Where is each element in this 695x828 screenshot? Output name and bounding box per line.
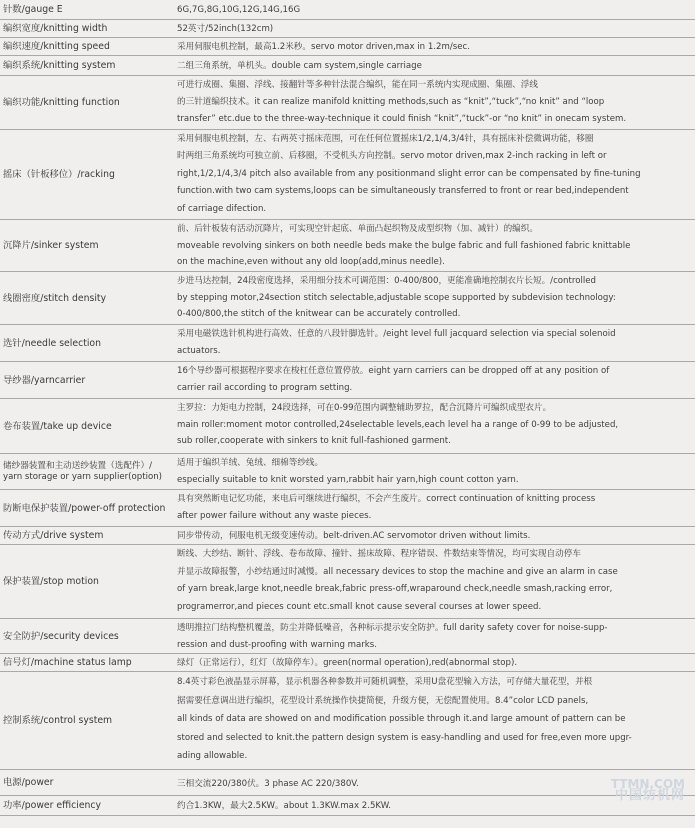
spec-value: 前、后针板装有活动沉降片，可实现空针起底、单面凸起织物及成型织物（加、减针）的编织。 moveable revolving sinkers on both needle beds make the bulge fabric and full fashioned fabric knittable on the machine,even without any old loop(add,minus needle). [177, 224, 631, 268]
spec-row-take-up-device [0, 399, 695, 454]
spec-value: 断线、大纱结、断针、浮线、卷布故障、撞针、摇床故障、程序错误、件数结束等情况，均可实现自动停车 并显示故障报警，小纱结通过时减慢。all necessary devices to stop the machine and give an alarm in case of yarn break,large knot,needle break,fabric press-off,wraparound check,needle smash,racking error, programerror,and pieces count etc.small knot cause several courses at lower speed. [177, 549, 618, 612]
spec-value: 6G,7G,8G,10G,12G,14G,16G [177, 5, 301, 15]
spec-value: 采用伺服电机控制，左、右两英寸摇床范围，可在任何位置摇床1/2,1/4,3/4针，具有摇床补偿微调功能，移圈 时两组三角系统均可独立前、后移圈，不受机头方向控制。servo motor driven,max 2-inch racking in left or right,1/2,1/4,3/4 pitch also available from any positionmand slight error can be compensated by fine-tuning function.with two cam systems,loops can be simultaneously transferred to front or rear bed,independent of carriage difection. [177, 134, 641, 214]
spec-value: 采用伺服电机控制，最高1.2米秒。servo motor driven,max in 1.2m/sec. [177, 42, 470, 52]
spec-value: 52英寸/52inch(132cm) [177, 24, 274, 34]
spec-value: 采用电磁铁选针机构进行高效、任意的八段针脚选针。/eight level full jacquard selection via special solenoid actuators. [177, 329, 616, 356]
spec-row-stitch-density [0, 272, 695, 325]
spec-value: 具有突然断电记忆功能，来电后可继续进行编织，不会产生废片。correct continuation of knitting process after power failure without any waste pieces. [177, 494, 596, 521]
spec-row-stop-motion [0, 545, 695, 619]
spec-row-yarn-carrier [0, 362, 695, 399]
spec-value: 步进马达控制，24段密度选择，采用细分技术可调范围：0-400/800，更能准确地控制衣片长短。/controlled by stepping motor,24section stitch selectable,adjustable scope supported by subdevision technology: 0-400/800,the stitch of the knitwear can be accurately controlled. [177, 276, 616, 320]
spec-label: 电源/power [3, 777, 54, 788]
spec-value: 可进行成圈、集圈、浮线、接翻针等多种针法混合编织，能在同一系统内实现成圈、集圈、浮线 的三针道编织技术。it can realize manifold knitting methods,such as “knit”,“tuck”,“no knit” and “loop transfer” etc.due to the three-way-technique it could finish “knit”,“tuck”-or “no knit” in onecam system. [177, 80, 627, 124]
spec-row-knitting-speed [0, 38, 695, 56]
spec-label: 控制系统/control system [3, 715, 113, 726]
spec-label: 安全防护/security devices [3, 630, 119, 642]
spec-row-knitting-function [0, 76, 695, 130]
spec-value: 8.4英寸彩色液晶显示屏幕，显示机器各种参数并可随机调整，采用U盘花型输入方法，可存储大量花型，并根 据需要任意调出进行编织，花型设计系统操作快捷简便，升级方便，无偿配置使用。8.4”color LCD panels, all kinds of data are showed on and modification possible through it.and large amount of pattern can be stored and selected to knit.the pattern design system is easy-handling and used for free,even more upgr- ading allowable. [177, 677, 632, 762]
watermark-line-2: 中国纺机网 [614, 788, 685, 803]
spec-label: 线圈密度/stitch density [3, 292, 107, 304]
spec-row-control-system [0, 672, 695, 770]
spec-label: 编织速度/knitting speed [3, 41, 110, 52]
spec-row-racking [0, 130, 695, 220]
spec-label: 摇床（针板移位）/racking [3, 169, 115, 180]
spec-value: 主罗拉：力矩电力控制，24段选择，可在0-99范围内调整辅助罗拉，配合沉降片可编织成型衣片。 main roller:moment motor controlled,24selectable levels,each level ha a range of 0-99 to be adjusted, sub roller,cooperate with sinkers to knit full-fashioned garment. [177, 403, 619, 447]
spec-row-drive-system [0, 527, 695, 545]
spec-label: 针数/gauge E [3, 4, 63, 15]
spec-label: 沉降片/sinker system [3, 240, 99, 251]
spec-label: 卷布装置/take up device [3, 420, 112, 432]
spec-value: 二组三角系统，单机头。double cam system,single carriage [177, 61, 422, 71]
spec-row-status-lamp [0, 654, 695, 672]
spec-row-gauge [0, 0, 695, 20]
spec-row-knitting-system [0, 56, 695, 76]
spec-label: 编织系统/knitting system [3, 60, 116, 71]
spec-label: 储纱器装置和主动送纱装置（选配件）/ yarn storage or yarn supplier(option) [3, 460, 163, 482]
spec-row-yarn-storage [0, 454, 695, 490]
spec-row-power [0, 770, 695, 796]
watermark-logo [611, 778, 685, 802]
spec-row-sinker-system [0, 220, 695, 272]
spec-value: 三相交流220/380伏。3 phase AC 220/380V. [177, 779, 359, 789]
spec-label: 编织宽度/knitting width [3, 23, 108, 34]
spec-value: 约合1.3KW，最大2.5KW。about 1.3KW.max 2.5KW. [177, 801, 392, 811]
spec-value: 16个导纱器可根据程序要求在梭杠任意位置停放。eight yarn carriers can be dropped off at any position of carrier rail according to program setting. [177, 366, 610, 393]
spec-row-knitting-width [0, 20, 695, 38]
spec-label: 选针/needle selection [3, 337, 102, 349]
spec-label: 功率/power efficiency [3, 800, 102, 811]
spec-row-power-efficiency [0, 796, 695, 816]
spec-row-needle-selection [0, 325, 695, 362]
spec-row-security-devices [0, 619, 695, 654]
spec-value: 绿灯（正常运行），红灯（故障停车）。green(normal operation),red(abnormal stop). [177, 658, 518, 668]
spec-row-power-off-protection [0, 490, 695, 527]
spec-label: 防断电保护装置/power-off protection [3, 502, 166, 514]
spec-label: 信号灯/machine status lamp [3, 657, 132, 668]
spec-label: 导纱器/yarncarrier [3, 374, 86, 386]
spec-value: 透明推拉门结构整机覆盖，防尘并降低噪音，各种标示提示安全防护。full darity safety cover for noise-supp- ression and dust-proofing with warning marks. [177, 623, 608, 650]
spec-value: 适用于编织羊绒、兔绒、细棉等纱线。 especially suitable to knit worsted yarn,rabbit hair yarn,high count cotton yarn. [177, 458, 519, 485]
spec-value: 同步带传动，伺服电机无级变速传动。belt-driven.AC servomotor driven without limits. [177, 531, 531, 541]
spec-label: 保护装置/stop motion [3, 576, 99, 587]
watermark-line-1: TTMN.COM [610, 777, 685, 791]
spec-label: 传动方式/drive system [3, 530, 104, 541]
spec-label: 编织功能/knitting function [3, 97, 120, 108]
